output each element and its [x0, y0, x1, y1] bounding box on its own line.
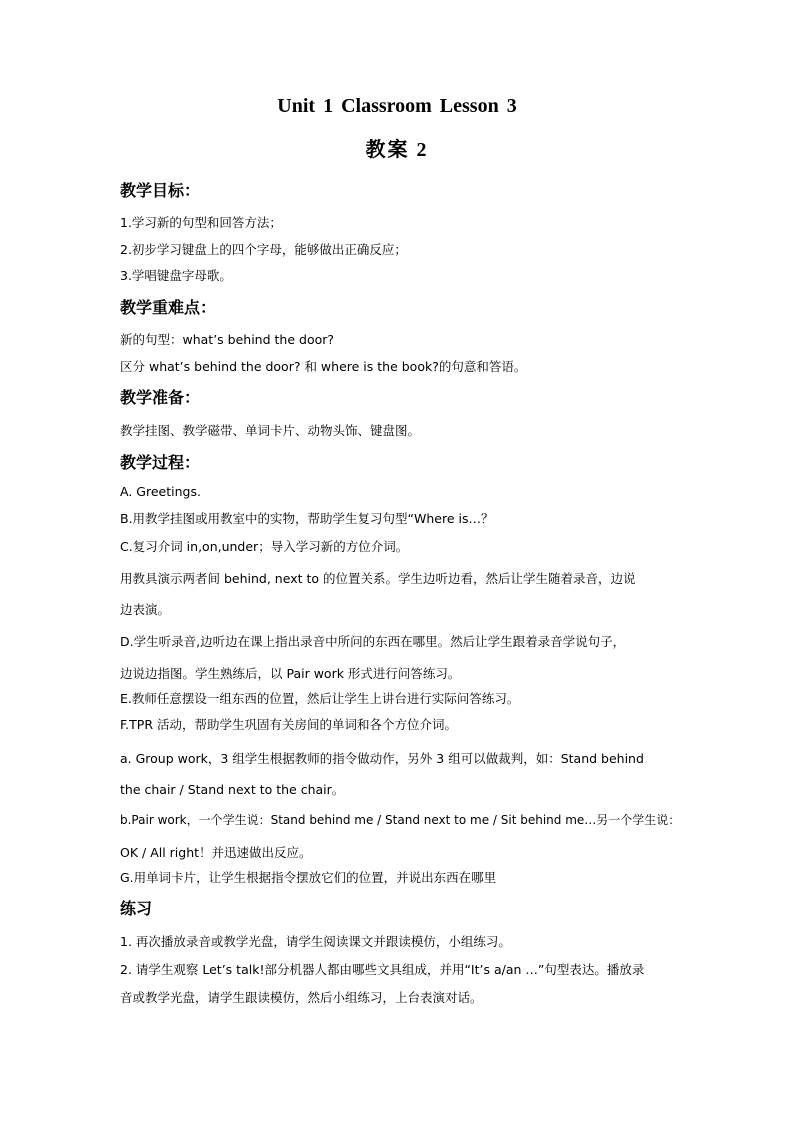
document-subtitle: 教案 2: [365, 139, 429, 161]
prep-line: 教学挂图、教学磁带、单词卡片、动物头饰、键盘图。: [120, 423, 421, 438]
section-heading-prep: 教学准备：: [120, 388, 201, 407]
key-point-line: 区分 what’s behind the door? 和 where is the book?的句意和答语。: [120, 359, 527, 374]
practice-line: 音或教学光盘，请学生跟读模仿，然后小组练习，上台表演对话。: [120, 990, 483, 1005]
process-line: E.教师任意摆设一组东西的位置，然后让学生上讲台进行实际问答练习。: [120, 691, 520, 706]
process-line: 边表演。: [120, 602, 171, 617]
section-heading-practice: 练习: [120, 899, 153, 918]
document-title: Unit 1 Classroom Lesson 3: [277, 95, 517, 117]
process-line: 用教具演示两者间 behind, next to 的位置关系。学生边听边看，然后让学生随着录音，边说: [120, 571, 636, 586]
goal-line: 3.学唱键盘字母歌。: [120, 268, 232, 283]
section-heading-key-points: 教学重难点：: [120, 298, 217, 317]
process-line: OK / All right！并迅速做出反应。: [120, 845, 312, 860]
process-line: 边说边指图。学生熟练后，以 Pair work 形式进行问答练习。: [120, 666, 461, 681]
practice-line: 1. 再次播放录音或教学光盘，请学生阅读课文并跟读模仿，小组练习。: [120, 934, 511, 949]
process-line: the chair / Stand next to the chair。: [120, 782, 345, 797]
process-line: G.用单词卡片，让学生根据指令摆放它们的位置，并说出东西在哪里: [120, 870, 497, 885]
section-heading-process: 教学过程：: [120, 453, 201, 472]
section-heading-goals: 教学目标：: [120, 181, 201, 200]
process-line: C.复习介词 in,on,under；导入学习新的方位介词。: [120, 539, 409, 554]
process-line: F.TPR 活动，帮助学生巩固有关房间的单词和各个方位介词。: [120, 717, 457, 732]
key-point-line: 新的句型：what’s behind the door?: [120, 332, 335, 347]
process-line: a. Group work，3 组学生根据教师的指令做动作，另外 3 组可以做裁判，如：Stand behind: [120, 751, 644, 766]
process-line: D.学生听录音,边听边在课上指出录音中所问的东西在哪里。然后让学生跟着录音学说句子，: [120, 634, 626, 649]
process-line: B.用教学挂图或用教室中的实物，帮助学生复习句型“Where is…？: [120, 511, 494, 526]
practice-line: 2. 请学生观察 Let’s talk!部分机器人都由哪些文具组成，并用“It’s a/an …”句型表达。播放录: [120, 962, 645, 977]
process-line: b.Pair work，一个学生说：Stand behind me / Stand next to me / Sit behind me…另一个学生说：: [120, 813, 681, 827]
goal-line: 1.学习新的句型和回答方法；: [120, 215, 282, 230]
goal-line: 2.初步学习键盘上的四个字母，能够做出正确反应；: [120, 242, 407, 257]
process-line: A. Greetings.: [120, 484, 201, 499]
